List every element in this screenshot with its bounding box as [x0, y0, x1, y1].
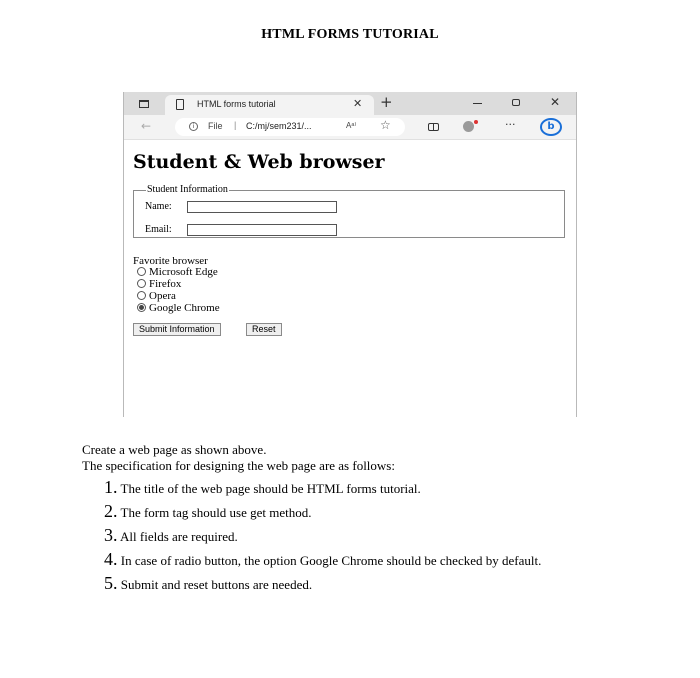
spec-number: 4. [104, 549, 118, 569]
close-tab-icon[interactable]: ✕ [353, 97, 363, 110]
radio-option-firefox[interactable] [137, 278, 181, 290]
browser-titlebar [124, 92, 576, 115]
intro-line: The specification for designing the web page are as follows: [82, 458, 395, 473]
spec-number: 2. [104, 501, 118, 521]
intro-text [82, 442, 395, 474]
radio-button-checked[interactable] [137, 303, 146, 312]
reset-button[interactable]: Reset [246, 323, 282, 336]
read-aloud-icon[interactable]: Aᵃ⁾ [346, 121, 357, 130]
name-label: Name: [145, 201, 172, 212]
maximize-icon[interactable] [512, 99, 520, 106]
email-label: Email: [145, 224, 172, 235]
document-title: HTML FORMS TUTORIAL [261, 27, 439, 42]
profile-icon[interactable] [463, 121, 474, 132]
spec-item [104, 477, 421, 498]
radio-button[interactable] [137, 279, 146, 288]
browser-tab[interactable] [165, 95, 374, 115]
page-heading: Student & Web browser [133, 151, 385, 173]
radio-button[interactable] [137, 267, 146, 276]
plus-icon[interactable]: + [380, 93, 393, 111]
spec-number: 5. [104, 573, 118, 593]
info-icon[interactable]: i [189, 122, 198, 131]
spec-text: The title of the web page should be HTML forms tutorial. [120, 481, 421, 496]
page-icon [176, 99, 184, 110]
submit-button[interactable]: Submit Information [133, 323, 221, 336]
bing-icon[interactable]: b [540, 118, 562, 136]
spec-text: In case of radio button, the option Google Chrome should be checked by default. [120, 553, 542, 568]
address-separator: | [234, 120, 237, 130]
star-icon[interactable]: ☆ [380, 118, 391, 132]
radio-label: Opera [149, 290, 176, 302]
back-arrow-icon[interactable]: ← [141, 119, 152, 133]
spec-number: 3. [104, 525, 118, 545]
radio-label: Google Chrome [149, 302, 220, 314]
spec-item [104, 525, 238, 546]
spec-text: Submit and reset buttons are needed. [120, 577, 313, 592]
fieldset-legend: Student Information [147, 184, 228, 195]
more-icon[interactable]: ··· [505, 118, 516, 131]
intro-line: Create a web page as shown above. [82, 442, 267, 457]
favorite-browser-label: Favorite browser [133, 255, 208, 267]
profile-status-dot [474, 120, 478, 124]
address-bar[interactable] [175, 118, 405, 136]
spec-item [104, 549, 541, 570]
radio-option-chrome[interactable] [137, 302, 220, 314]
radio-button[interactable] [137, 291, 146, 300]
split-screen-icon[interactable] [428, 123, 439, 131]
minimize-icon[interactable] [473, 103, 482, 104]
spec-item [104, 573, 312, 594]
address-url[interactable]: C:/mj/sem231/... [246, 121, 312, 131]
spec-number: 1. [104, 477, 118, 497]
radio-option-opera[interactable] [137, 290, 176, 302]
radio-label: Firefox [149, 278, 182, 290]
browser-window [123, 92, 577, 417]
spec-text: The form tag should use get method. [120, 505, 312, 520]
close-window-icon[interactable]: ✕ [550, 95, 561, 109]
tab-title: HTML forms tutorial [197, 99, 276, 109]
radio-option-edge[interactable] [137, 266, 218, 278]
radio-label: Microsoft Edge [149, 266, 218, 278]
email-input[interactable] [187, 224, 337, 236]
address-file-label: File [208, 121, 223, 131]
name-input[interactable] [187, 201, 337, 213]
tab-actions-icon[interactable] [139, 100, 149, 108]
browser-toolbar [124, 115, 576, 140]
spec-item [104, 501, 312, 522]
spec-text: All fields are required. [120, 529, 238, 544]
page-content [124, 140, 576, 417]
